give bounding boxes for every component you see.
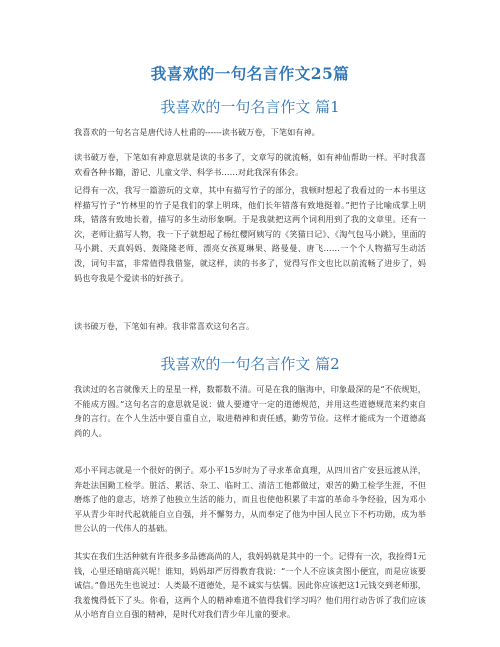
section-2-paragraph-1: 我读过的名言就像天上的星星一样，数都数不清。可是在我的脑海中，印象最深的是“不依规矩，不能成方圆。”这句名言的意思就是说：做人要遵守一定的道德规范，并用这些道德规范来约束自身的言行。在个人生活中要自重自立，取进精神和责任感，勤劳节俭。这样才能成为一个道德高尚的人。 (74, 384, 426, 438)
section-1-paragraph-1: 我喜欢的一句名言是唐代诗人杜甫的------读书破万卷，下笔如有神。 (74, 127, 320, 137)
section-1-paragraph-2: 读书破万卷，下笔如有神意思就是读的书多了，文章写的就流畅，如有神仙帮助一样。平时我喜欢看各种书籍，游记、儿童文学、科学书……对此我深有体会。 (74, 152, 426, 177)
document-title: 我喜欢的一句名言作文25篇 (150, 64, 350, 83)
section-1-title: 我喜欢的一句名言作文 篇1 (160, 98, 340, 116)
section-1-paragraph-4: 读书破万卷，下笔如有神。我非常喜欢这句名言。 (74, 321, 255, 331)
section-2-title: 我喜欢的一句名言作文 篇2 (160, 355, 340, 373)
section-1-paragraph-3: 记得有一次，我写一篇游玩的文章，其中有描写竹子的部分，我顿时想起了我看过的一本书里这样描写竹子“竹林里的竹子是我们的掌上明珠，他们长年错落有致地挺着。”把竹子比喻成掌上明珠，错落有致地长着，描写的多生动形象啊。于是我就把这两个词利用到了我的文章里。还有一次，老师让描写人物，我一下子就想起了杨红樱阿姨写的《笑猫日记》、《淘气包马小跳》，里面的马小跳、天真妈妈、轰隆隆老师、漂亮女孩夏琳果、路曼曼、唐飞……一个个人物描写生动活泼，词句丰富，非常值得我借鉴，就这样，读的书多了，觉得写作文也比以前流畅了进步了，妈妈也夸我是个爱读书的好孩子。 (74, 185, 426, 283)
section-2-paragraph-3: 其实在我们生活种就有许很多多品德高尚的人，我妈妈就是其中的一个。记得有一次，我捡得1元钱，心里还暗暗高兴呢！谁知，妈妈却严厉得教育我说：“一个人不应该贪图小便宜，而是应该要诚信。”鲁迅先生也说过：人类最不道德处，是不诚实与怯懦。因此你应该把这1元钱交到老师那，我羞愧得低下了头。你看，这两个人的精神难道不值得我们学习吗？他们用行动告诉了我们应该从小培育自立自强的精神，是时代对我们青少年儿童的要求。 (74, 551, 426, 620)
section-2-paragraph-2: 邓小平同志就是一个很好的例子。邓小平15岁时为了寻求革命真理，从四川省广安县远渡从洋，奔赴法国勤工检学。脏活、累活、杂工、临时工、清洁工他都做过，艰苦的勤工检学生涯，不但磨炼了他的意志，培养了他独立生活的能力，而且也使他积累了丰富的革命斗争经验，因为邓小平从青少年时代起就能自立自强，并不懈努力，从而奉定了他为中国人民立下不朽功勋，成为举世公认的一代伟人的基础。 (74, 465, 426, 534)
